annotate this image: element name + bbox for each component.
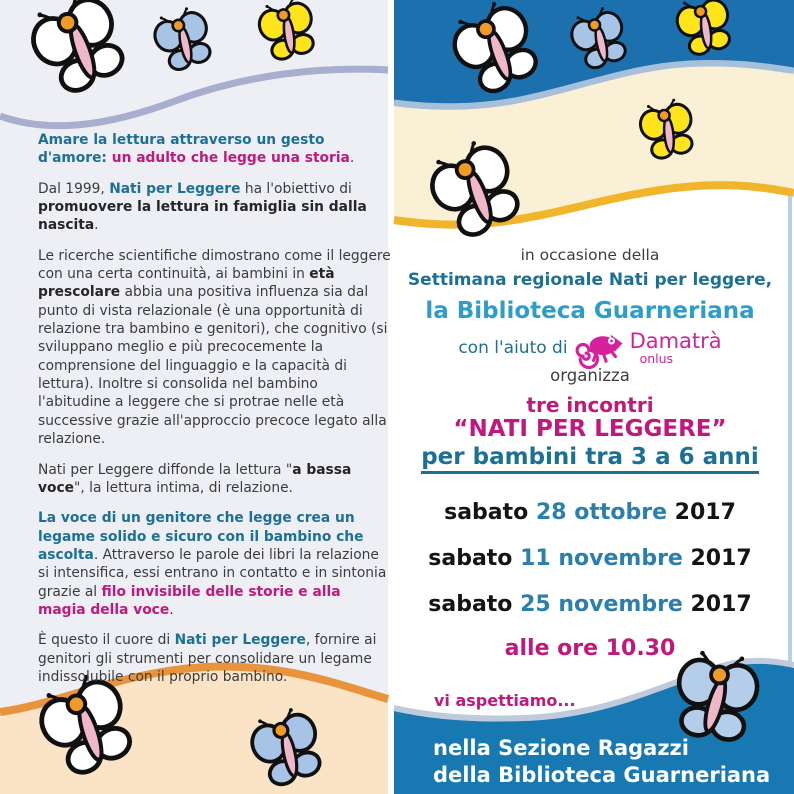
- event-count-line: tre incontri: [526, 393, 654, 417]
- closing-line: vi aspettiamo...: [434, 691, 576, 710]
- body-paragraph: È questo il cuore di Nati per Leggere, fornire ai genitori gli strumenti per consolidare un legame indissolubile con il proprio bambino.: [38, 632, 377, 685]
- event-date: sabato 28 ottobre 2017: [444, 500, 736, 525]
- location-block: [433, 735, 770, 789]
- right-edge-line: [788, 196, 792, 672]
- event-time: alle ore 10.30: [504, 636, 676, 661]
- event-week-line: Settimana regionale Nati per leggere,: [407, 270, 773, 290]
- body-paragraph: Le ricerche scientifiche dimostrano come il leggere con una certa continuità, ai bambini in età prescolare abbia una positiva influenza sia dal punto di vista relazionale (è una opportunità di relazione tra bambino e genitori), che cognitivo (si sviluppano meglio e più precocemente la comprensione del linguaggio e la capacità di lettura). Inoltre si consolida nel bambino l'abitudine a leggere che si protrae nelle età successive grazie all'approccio precoce legato alla relazione.: [38, 247, 391, 448]
- organizer-name: la Biblioteca Guarneriana: [425, 298, 755, 324]
- event-title: “NATI PER LEGGERE”: [453, 416, 727, 442]
- event-audience-underlined: per bambini tra 3 a 6 anni: [421, 444, 759, 474]
- intro-line: in occasione della: [520, 246, 660, 264]
- with-help-label: con l'aiuto di: [458, 338, 568, 358]
- body-paragraph: La voce di un genitore che legge crea un legame solido e sicuro con il bambino che ascolta. Attraverso le parole dei libri la relazione si intensifica, essi entrano in contatto e in sintonia grazie al filo invisibile delle storie e alla magia della voce.: [38, 510, 387, 618]
- with-help-row: [398, 326, 782, 370]
- body-paragraph: Dal 1999, Nati per Leggere ha l'obiettivo di promuovere la lettura in famiglia sin dalla nascita.: [38, 180, 367, 234]
- location-line-1: nella Sezione Ragazzi: [433, 736, 689, 760]
- body-paragraph: Amare la lettura attraverso un gesto d'amore: un adulto che legge una storia.: [38, 132, 355, 167]
- chameleon-icon: [574, 327, 624, 369]
- location-line-2: della Biblioteca Guarneriana: [433, 763, 771, 787]
- logo-subtitle: onlus: [639, 351, 674, 367]
- damatra-logo: [630, 330, 722, 365]
- event-date: sabato 11 novembre 2017: [428, 546, 752, 571]
- body-paragraph: Nati per Leggere diffonde la lettura "a bassa voce", la lettura intima, di relazione.: [38, 461, 352, 496]
- logo-name: Damatrà: [629, 329, 722, 354]
- event-audience: [398, 444, 782, 470]
- left-column: [38, 131, 392, 698]
- event-date: sabato 25 novembre 2017: [428, 592, 752, 617]
- organizes-line: organizza: [550, 366, 630, 385]
